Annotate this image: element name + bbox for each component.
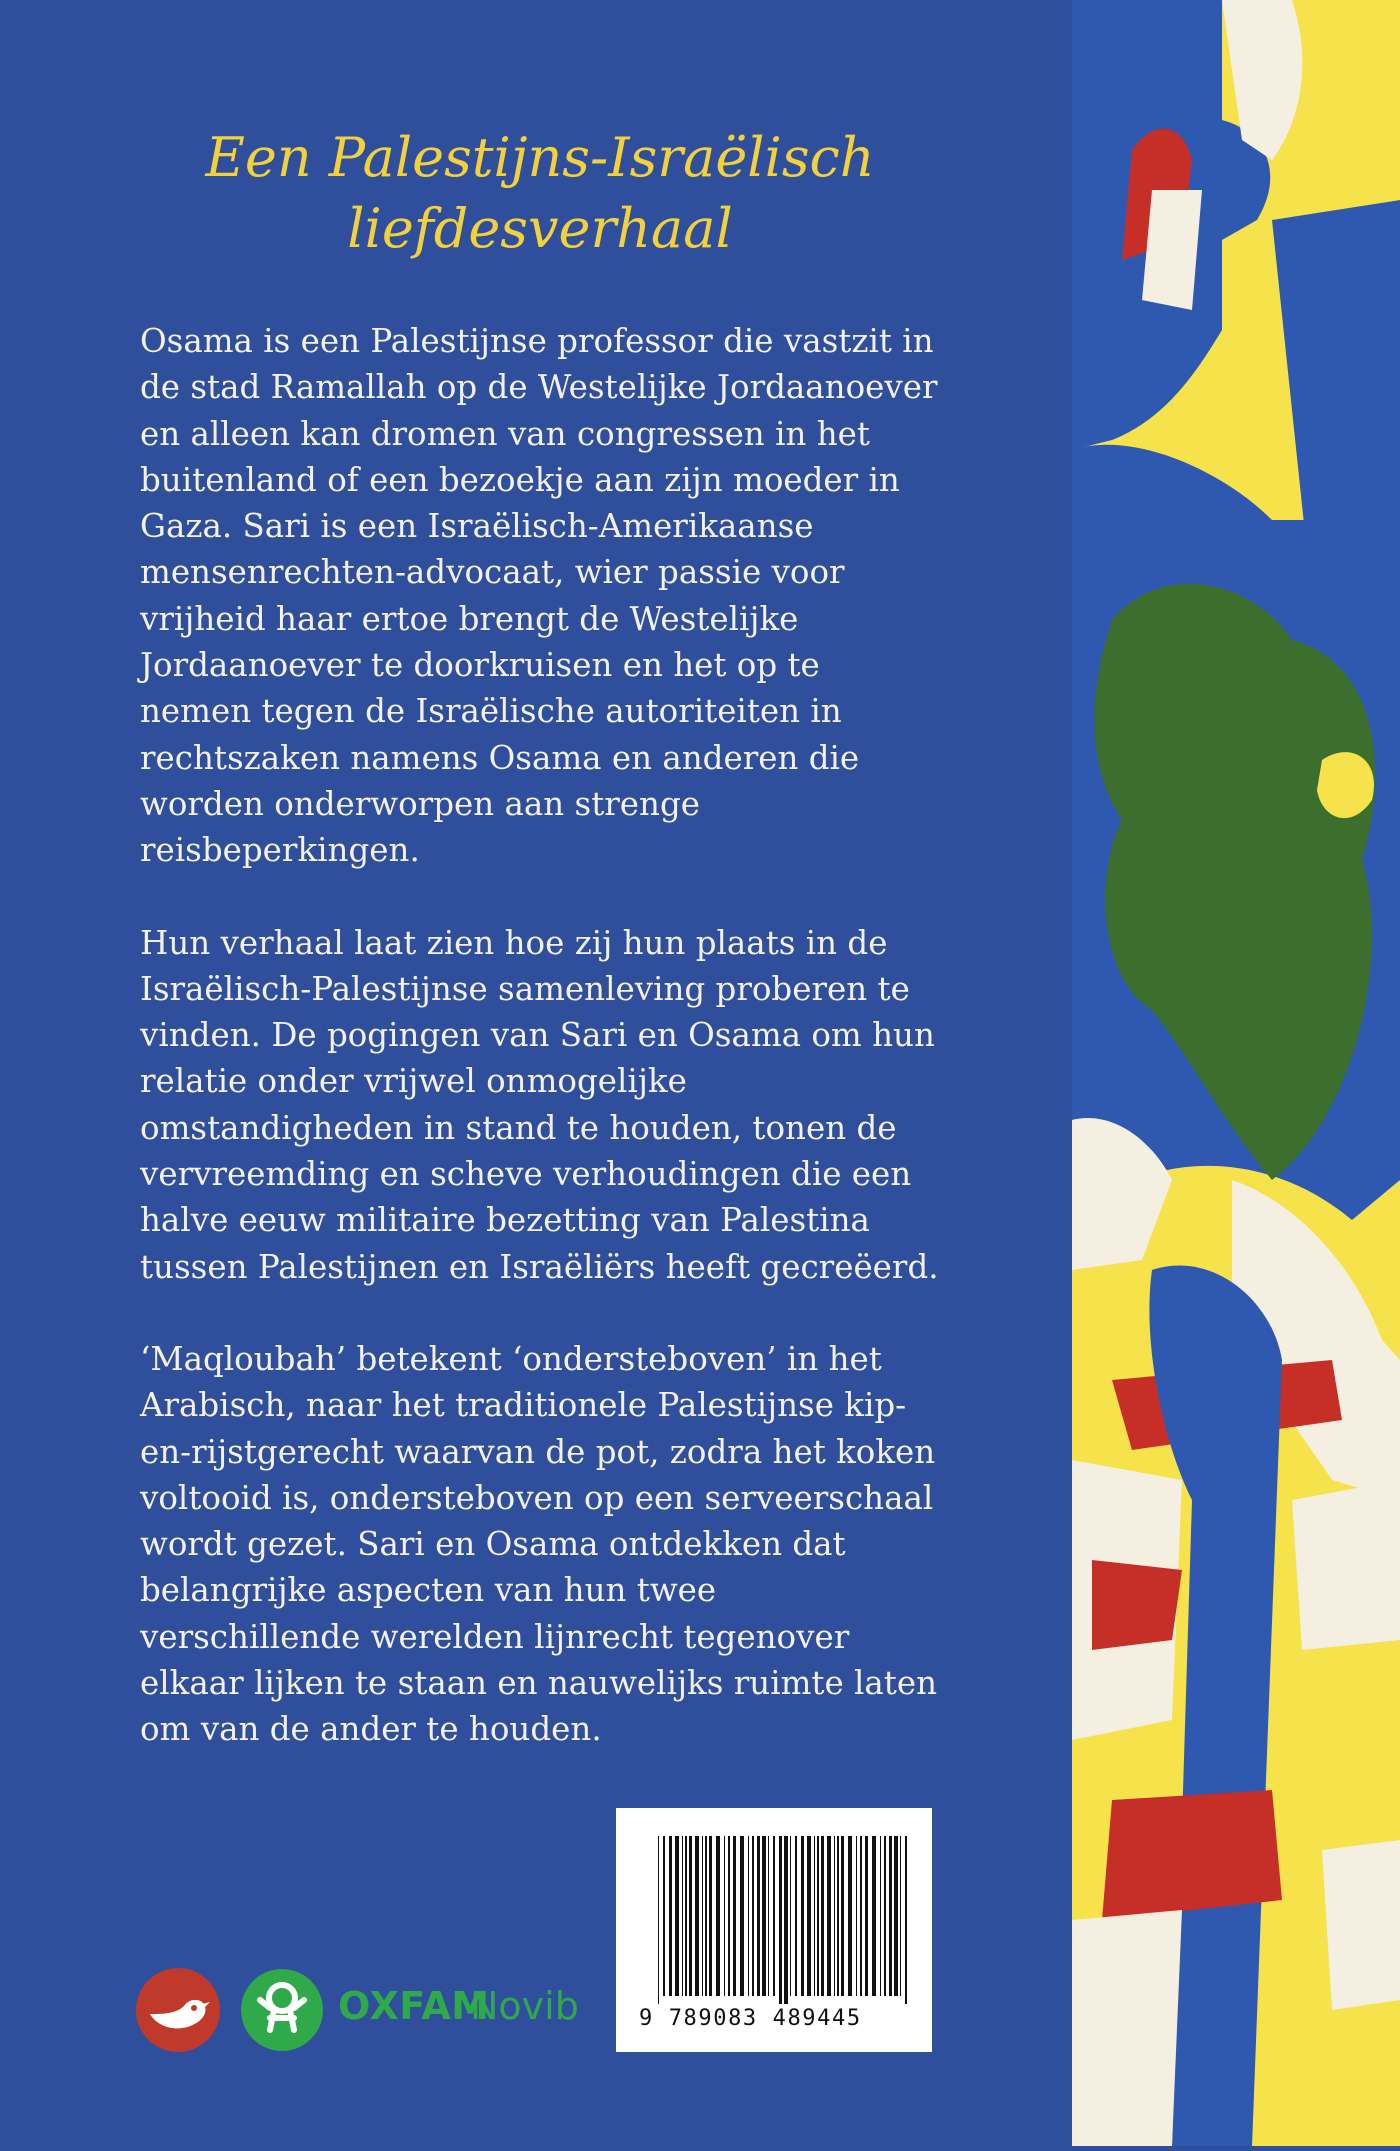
barcode-bar [768,1836,769,1996]
barcode-bar [894,1836,898,1996]
barcode-bar [757,1836,760,1996]
barcode-bar [663,1836,665,1996]
barcode-bar [658,1836,659,2004]
barcode [616,1808,932,2052]
barcode-bar [865,1836,868,1996]
barcode-bar [880,1836,881,1996]
barcode-bar [675,1836,679,1996]
blurb-paragraph-3: ‘Maqloubah’ betekent ‘ondersteboven’ in het Arabisch, naar het traditionele Palestijnse kip-en-rijstgerecht waarvan de pot, zodra het koken voltooid is, ondersteboven op een serveerschaal wordt gezet. Sari en Osama ontdekken dat belangrijke aspecten van hun twee verschillende werelden lijnrecht tegenover elkaar lijken te staan en nauwelijks ruimte laten om van de ander te houden. [140,1339,938,1749]
barcode-bar [709,1836,712,1996]
barcode-bar [716,1836,720,1996]
barcode-bar [889,1836,892,1996]
novib-wordmark: Novib [470,1984,579,2028]
barcode-bar [807,1836,811,1996]
barcode-bar [705,1836,707,1996]
barcode-bar [801,1836,804,1996]
barcode-bar [779,1836,782,2004]
barcode-bar [848,1836,852,1996]
barcode-bar [762,1836,766,1996]
barcode-bar [773,1836,775,1996]
barcode-bar [784,1836,788,2004]
barcode-bar [748,1836,749,1996]
barcode-bar [790,1836,791,1996]
barcode-bar [856,1836,857,1996]
barcode-bar [733,1836,736,1996]
barcode-bar [740,1836,744,1996]
barcode-bar [724,1836,725,1996]
blurb [140,318,940,1799]
barcode-bar [860,1836,862,1996]
barcode-bar [682,1836,683,1996]
barcode-bar [841,1836,844,1996]
heading-line-2: liefdesverhaal [347,197,733,261]
barcode-bar [837,1836,839,1996]
barcode-bar [795,1836,797,1996]
cover-heading [140,122,940,265]
barcode-bar [900,1836,901,1996]
barcode-bar [695,1836,699,1996]
cover-artwork [1072,0,1400,2146]
barcode-bars [616,1808,932,2008]
barcode-bar [689,1836,692,1996]
barcode-bar [827,1836,831,1996]
barcode-bar [834,1836,835,1996]
barcode-bar [669,1836,672,1996]
barcode-bar [905,1836,907,2004]
barcode-bar [821,1836,824,1996]
blurb-paragraph-1: Osama is een Palestijnse professor die vastzit in de stad Ramallah op de Westelijke Jordaanoever en alleen kan dromen van congressen in het buitenland of een bezoekje aan zijn moeder in Gaza. Sari is een Israëlisch-Amerikaanse mensenrechten-advocaat, wier passie voor vrijheid haar ertoe brengt de Westelijke Jordaanoever te doorkruisen en het op te nemen tegen de Israëlische autoriteiten in rechtszaken namens Osama en anderen die worden onderworpen aan strenge reisbeperkingen. [140,322,938,870]
oxfam-wordmark: OXFAM [338,1984,490,2028]
barcode-bar [872,1836,876,1996]
barcode-bar [685,1836,687,1996]
heading-line-1: Een Palestijns-Israëlisch [205,126,875,189]
barcode-bar [814,1836,815,1996]
barcode-bar [728,1836,730,1996]
bird-logo-icon [136,1968,220,2052]
blurb-paragraph-2: Hun verhaal laat zien hoe zij hun plaats in de Israëlisch-Palestijnse samenleving proberen te vinden. De pogingen van Sari en Osama om hun relatie onder vrijwel onmogelijke omstandigheden in stand te houden, tonen de vervreemding en scheve verhoudingen die een halve eeuw militaire bezetting van Palestina tussen Palestijnen en Israëliërs heeft gecreëerd. [140,923,939,1286]
barcode-bar [702,1836,703,1996]
barcode-digits: 9 789083 489445 [639,2006,862,2031]
barcode-bar [884,1836,886,1996]
barcode-bar [817,1836,819,1996]
oxfam-figure-icon [240,1968,324,2052]
barcode-bar [752,1836,754,1996]
